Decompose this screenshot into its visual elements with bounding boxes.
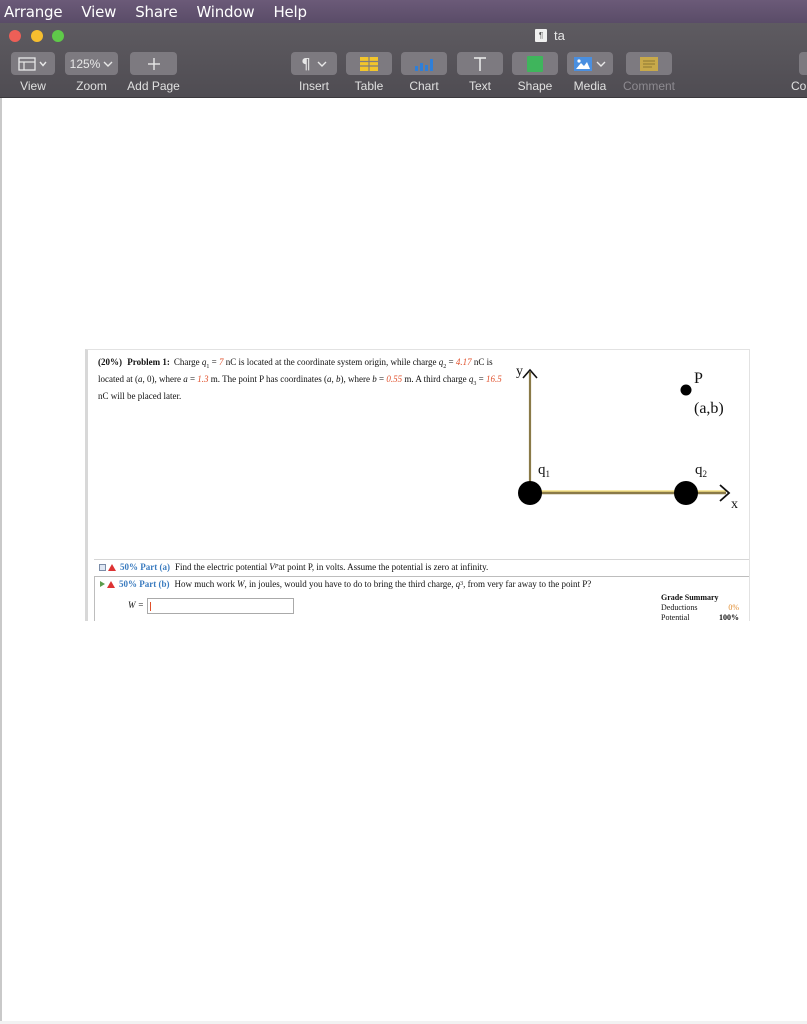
answer-label: W = <box>128 600 144 610</box>
text-run: 3 <box>460 581 464 587</box>
table-icon <box>360 57 378 71</box>
deductions-label: Deductions <box>661 603 698 612</box>
zoom-value: 125% <box>69 56 101 71</box>
shape-button[interactable] <box>512 52 558 75</box>
text-run: nC is located at the coordinate system origin, while charge <box>223 357 439 367</box>
comment-button[interactable] <box>626 52 672 75</box>
insert-label: Insert <box>298 79 329 93</box>
problem-weight: (20%) <box>98 357 122 367</box>
text-run: m. A third charge <box>402 373 469 384</box>
answer-input[interactable] <box>147 598 294 614</box>
text-run: q <box>438 357 444 367</box>
text-run: a <box>327 373 332 384</box>
text-run: Find the electric potential <box>174 562 268 572</box>
document-title <box>535 28 565 43</box>
media-button[interactable] <box>567 52 613 75</box>
menu-help[interactable]: Help <box>273 2 307 21</box>
text-run: b <box>372 373 377 384</box>
a-value: 1.3 <box>197 373 209 384</box>
chevron-down-icon <box>103 60 113 68</box>
q2-value: 4.17 <box>455 357 472 367</box>
window-toolbar <box>0 23 807 98</box>
text-run: b <box>336 373 341 384</box>
chart-label: Chart <box>409 79 439 93</box>
potential-value: 100% <box>719 613 739 621</box>
text-run: P <box>274 564 279 570</box>
shape-label: Shape <box>517 79 553 93</box>
text-caret <box>150 602 151 611</box>
potential-label: Potential <box>661 613 690 621</box>
b-value: 0.55 <box>386 373 403 384</box>
document-icon: ¶ <box>535 29 547 42</box>
collaborate-label: Co <box>791 79 807 93</box>
chart-button[interactable] <box>401 52 447 75</box>
sidebar-view-icon <box>18 57 48 71</box>
text-run: = <box>476 373 486 384</box>
problem-title: Problem 1: <box>127 357 170 367</box>
chevron-down-icon <box>596 60 606 68</box>
text-run: a <box>137 373 143 384</box>
paragraph-icon: ¶ <box>301 54 311 73</box>
q3-value: 16.5 <box>486 373 502 384</box>
point-p-coords: (a,b) <box>694 400 724 417</box>
text-run: q <box>468 373 474 384</box>
canvas-left-edge <box>0 98 2 1024</box>
text-run: W <box>237 579 245 589</box>
menu-bar <box>0 0 807 23</box>
text-run: , <box>331 373 337 384</box>
problem-statement <box>98 356 510 402</box>
chevron-down-icon <box>317 60 327 68</box>
minimize-window-button[interactable] <box>31 30 43 42</box>
charge-diagram <box>508 350 750 525</box>
part-b-label[interactable]: 50% Part (b) <box>119 579 170 589</box>
zoom-select[interactable] <box>65 52 118 75</box>
zoom-label: Zoom <box>76 79 107 93</box>
expand-triangle-icon <box>100 581 105 587</box>
comment-label: Comment <box>622 79 675 93</box>
text-run: ), where <box>340 373 373 384</box>
text-run: = <box>376 373 387 384</box>
deductions-value: 0% <box>728 603 739 612</box>
x-axis-label: x <box>731 497 738 512</box>
charge-q1 <box>518 481 542 505</box>
maximize-window-button[interactable] <box>52 30 64 42</box>
collaborate-button[interactable] <box>799 52 807 75</box>
part-a-row[interactable] <box>99 562 488 572</box>
warning-icon <box>108 564 116 571</box>
document-title-text: ta <box>554 28 565 43</box>
chart-icon <box>414 57 434 71</box>
q2-label: $q_2$ <box>695 462 707 479</box>
media-icon <box>574 57 592 71</box>
q1-label: $q_1$ <box>538 462 550 479</box>
text-run: = <box>446 357 456 367</box>
text-run: a <box>183 373 188 384</box>
charge-q2 <box>674 481 698 505</box>
grade-summary-title: Grade Summary <box>661 593 719 602</box>
add-page-button[interactable] <box>130 52 177 75</box>
problem-image[interactable] <box>85 349 750 621</box>
grade-potential-row <box>661 613 739 621</box>
text-icon <box>473 56 487 72</box>
view-label: View <box>20 79 46 93</box>
view-button[interactable] <box>11 52 55 75</box>
text-run: q <box>455 579 461 589</box>
part-a-label[interactable]: 50% Part (a) <box>120 562 170 572</box>
shape-icon <box>527 56 543 72</box>
expand-square-icon <box>99 564 106 571</box>
point-p <box>681 385 692 396</box>
text-run: , 0), where <box>142 373 184 384</box>
text-run: Charge <box>173 357 202 367</box>
close-window-button[interactable] <box>9 30 21 42</box>
text-run: at point P, in volts. Assume the potential is zero at infinity. <box>278 562 489 572</box>
menu-view[interactable]: View <box>81 2 117 21</box>
text-run: , from very far away to the point P? <box>463 579 592 589</box>
table-label: Table <box>354 79 384 93</box>
table-button[interactable] <box>346 52 392 75</box>
text-run: = <box>209 357 219 367</box>
text-button[interactable] <box>457 52 503 75</box>
text-run: m. The point P has coordinates ( <box>208 373 328 384</box>
menu-window[interactable]: Window <box>196 2 255 21</box>
grade-deductions-row <box>661 603 739 613</box>
text-run: nC is located at ( <box>98 357 493 384</box>
menu-arrange[interactable]: Arrange <box>4 2 63 21</box>
text-run: nC will be placed later. <box>98 390 182 401</box>
text-label: Text <box>468 79 491 93</box>
part-b-row[interactable] <box>99 579 591 589</box>
point-p-label: P <box>694 370 703 387</box>
warning-icon <box>107 581 115 588</box>
grade-summary <box>661 593 739 621</box>
add-page-label: Add Page <box>127 79 180 93</box>
text-run: q <box>201 357 207 367</box>
insert-button[interactable] <box>291 52 337 75</box>
menu-share[interactable]: Share <box>135 2 178 21</box>
plus-icon <box>147 57 161 71</box>
text-run: 1 <box>206 363 210 370</box>
text-run: How much work <box>174 579 235 589</box>
media-label: Media <box>573 79 607 93</box>
comment-icon <box>640 57 658 71</box>
text-run: V <box>269 562 275 572</box>
section-divider <box>94 559 750 560</box>
q1-value: 7 <box>218 357 224 367</box>
y-axis-label: y <box>516 364 523 379</box>
text-run: = <box>187 373 198 384</box>
text-run: 2 <box>443 363 447 370</box>
text-run: 3 <box>473 380 477 387</box>
text-run: , in joules, would you have to do to bring the third charge, <box>244 579 454 589</box>
